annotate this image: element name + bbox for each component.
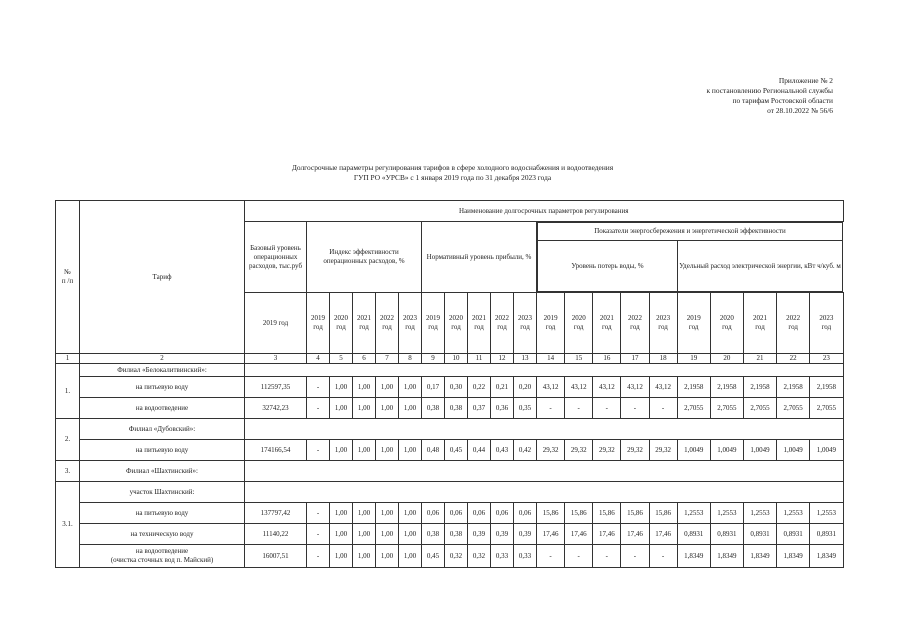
- energy-value: 2,7055: [677, 398, 710, 419]
- year-value: 2021: [753, 314, 768, 322]
- loss-value: 29,32: [537, 440, 565, 461]
- row-number: 2.: [56, 419, 80, 461]
- header-energy-group: Показатели энергосбережения и энергетической эффективности: [538, 223, 843, 241]
- profit-value: 0,36: [491, 398, 514, 419]
- year-value: 2020: [334, 314, 348, 322]
- energy-value: 1,0049: [743, 440, 776, 461]
- profit-value: 0,38: [445, 524, 468, 545]
- energy-value: 1,0049: [777, 440, 810, 461]
- profit-value: 0,32: [468, 545, 491, 568]
- profit-value: 0,38: [422, 524, 445, 545]
- profit-value: 0,06: [445, 503, 468, 524]
- loss-value: -: [593, 398, 621, 419]
- profit-value: 0,06: [468, 503, 491, 524]
- eff-value: 1,00: [353, 503, 376, 524]
- header-energy-consumption: Удельный расход электрической энергии, кВт ч/куб. м: [678, 241, 843, 292]
- energy-value: 1,0049: [710, 440, 743, 461]
- header-base-year: 2019 год: [245, 293, 307, 354]
- column-number: 5: [330, 354, 353, 364]
- branch-row: [56, 419, 844, 440]
- year-value: 2023: [518, 314, 532, 322]
- data-row: [56, 524, 844, 545]
- loss-value: 15,86: [649, 503, 677, 524]
- column-number: 19: [677, 354, 710, 364]
- energy-value: 0,8931: [743, 524, 776, 545]
- eff-value: 1,00: [399, 398, 422, 419]
- eff-value: -: [307, 398, 330, 419]
- header-year-loss: [621, 293, 649, 354]
- year-value: 2020: [719, 314, 734, 322]
- year-unit: год: [497, 323, 507, 331]
- eff-value: 1,00: [353, 524, 376, 545]
- header-year-energy: [677, 293, 710, 354]
- header-year-profit: [514, 293, 537, 354]
- row-number: 3.1.: [56, 482, 80, 568]
- loss-value: 29,32: [593, 440, 621, 461]
- profit-value: 0,43: [491, 440, 514, 461]
- energy-value: 1,2553: [810, 503, 843, 524]
- eff-value: 1,00: [353, 440, 376, 461]
- energy-value: 1,2553: [710, 503, 743, 524]
- row-number: 3.: [56, 461, 80, 482]
- eff-value: 1,00: [376, 545, 399, 568]
- header-year-eff: [307, 293, 330, 354]
- subsection-row: [56, 482, 844, 503]
- loss-value: -: [565, 545, 593, 568]
- energy-value: 1,2553: [743, 503, 776, 524]
- header-year-eff: [399, 293, 422, 354]
- loss-value: -: [621, 398, 649, 419]
- column-number: 13: [514, 354, 537, 364]
- eff-value: -: [307, 524, 330, 545]
- profit-value: 0,38: [422, 398, 445, 419]
- loss-value: -: [593, 545, 621, 568]
- year-value: 2023: [819, 314, 834, 322]
- year-unit: год: [688, 323, 699, 331]
- profit-value: 0,06: [491, 503, 514, 524]
- loss-value: 43,12: [565, 377, 593, 398]
- profit-value: 0,37: [468, 398, 491, 419]
- profit-value: 0,06: [514, 503, 537, 524]
- base-level-value: 32742,23: [245, 398, 307, 419]
- header-year-eff: [353, 293, 376, 354]
- loss-value: 17,46: [537, 524, 565, 545]
- title-line: ГУП РО «УРСВ» с 1 января 2019 года по 31 декабря 2023 года: [353, 173, 552, 182]
- loss-value: 15,86: [537, 503, 565, 524]
- eff-value: 1,00: [330, 524, 353, 545]
- energy-value: 2,7055: [710, 398, 743, 419]
- year-unit: год: [451, 323, 461, 331]
- table-body: [56, 201, 844, 568]
- energy-value: 0,8931: [710, 524, 743, 545]
- energy-value: 1,2553: [677, 503, 710, 524]
- eff-value: 1,00: [399, 503, 422, 524]
- tariff-label: на водоотведение: [80, 398, 245, 419]
- branch-row: [56, 461, 844, 482]
- header-base-level: Базовый уровень операционных расходов, тыс.руб: [245, 222, 307, 293]
- year-value: 2023: [656, 314, 671, 322]
- header-num: № п /п: [56, 201, 80, 354]
- energy-value: 2,7055: [777, 398, 810, 419]
- base-level-value: 174166,54: [245, 440, 307, 461]
- energy-value: 0,8931: [677, 524, 710, 545]
- column-number: 8: [399, 354, 422, 364]
- profit-value: 0,33: [514, 545, 537, 568]
- profit-value: 0,48: [422, 440, 445, 461]
- column-number: 12: [491, 354, 514, 364]
- empty-cells: [245, 419, 844, 440]
- column-number: 11: [468, 354, 491, 364]
- energy-value: 0,8931: [777, 524, 810, 545]
- year-value: 2022: [786, 314, 801, 322]
- data-row: [56, 440, 844, 461]
- eff-value: 1,00: [376, 524, 399, 545]
- header-year-loss: [565, 293, 593, 354]
- eff-value: 1,00: [330, 545, 353, 568]
- loss-value: 17,46: [621, 524, 649, 545]
- profit-value: 0,42: [514, 440, 537, 461]
- eff-value: 1,00: [376, 440, 399, 461]
- header-year-profit: [422, 293, 445, 354]
- document-title: [0, 163, 905, 183]
- subsection-label: участок Шахтинский:: [80, 482, 245, 503]
- year-value: 2019: [426, 314, 440, 322]
- base-level-value: 16007,51: [245, 545, 307, 568]
- column-number: 2: [80, 354, 245, 364]
- loss-value: -: [621, 545, 649, 568]
- eff-value: 1,00: [399, 545, 422, 568]
- profit-value: 0,38: [445, 398, 468, 419]
- column-numbers-row: [56, 354, 844, 364]
- loss-value: -: [649, 398, 677, 419]
- data-row: [56, 545, 844, 568]
- base-level-value: 112597,35: [245, 377, 307, 398]
- header-year-profit: [468, 293, 491, 354]
- tariff-label: на питьевую воду: [80, 440, 245, 461]
- header-tariff: Тариф: [80, 201, 245, 354]
- profit-value: 0,30: [445, 377, 468, 398]
- year-unit: год: [630, 323, 640, 331]
- energy-value: 1,0049: [677, 440, 710, 461]
- year-value: 2022: [495, 314, 509, 322]
- energy-value: 2,1958: [743, 377, 776, 398]
- profit-value: 0,45: [422, 545, 445, 568]
- loss-value: -: [565, 398, 593, 419]
- profit-value: 0,21: [491, 377, 514, 398]
- loss-value: 15,86: [621, 503, 649, 524]
- column-number: 6: [353, 354, 376, 364]
- title-line: Долгосрочные параметры регулирования тарифов в сфере холодного водоснабжения и водоотведения: [291, 163, 614, 172]
- data-row: [56, 398, 844, 419]
- eff-value: 1,00: [399, 377, 422, 398]
- year-value: 2020: [571, 314, 586, 322]
- energy-value: 2,7055: [743, 398, 776, 419]
- loss-value: -: [649, 545, 677, 568]
- year-unit: год: [405, 323, 415, 331]
- column-number: 4: [307, 354, 330, 364]
- year-unit: год: [428, 323, 438, 331]
- energy-value: 0,8931: [810, 524, 843, 545]
- loss-value: 29,32: [621, 440, 649, 461]
- energy-value: 1,2553: [777, 503, 810, 524]
- year-unit: год: [821, 323, 832, 331]
- eff-value: 1,00: [399, 440, 422, 461]
- header-year-energy: [743, 293, 776, 354]
- column-number: 1: [56, 354, 80, 364]
- year-value: 2021: [472, 314, 486, 322]
- appendix-line: по тарифам Ростовской области: [732, 96, 833, 105]
- year-unit: год: [336, 323, 346, 331]
- column-number: 10: [445, 354, 468, 364]
- header-loss-level: Уровень потерь воды, %: [538, 241, 678, 292]
- energy-value: 2,1958: [710, 377, 743, 398]
- tariff-label: на водоотведение (очистка сточных вод п. Майский): [80, 545, 245, 568]
- profit-value: 0,39: [514, 524, 537, 545]
- eff-value: 1,00: [376, 377, 399, 398]
- year-value: 2023: [403, 314, 417, 322]
- loss-value: 15,86: [565, 503, 593, 524]
- data-row: [56, 503, 844, 524]
- header-row: [56, 201, 844, 222]
- profit-value: 0,44: [468, 440, 491, 461]
- loss-value: -: [537, 398, 565, 419]
- appendix-block: [706, 76, 833, 116]
- branch-row: [56, 364, 844, 377]
- branch-label: Филиал «Белокалитвинский»:: [80, 364, 245, 377]
- year-value: 2019: [311, 314, 325, 322]
- year-unit: год: [788, 323, 798, 331]
- energy-subheader: [537, 222, 843, 292]
- eff-value: 1,00: [376, 398, 399, 419]
- eff-value: 1,00: [330, 377, 353, 398]
- profit-value: 0,39: [491, 524, 514, 545]
- appendix-line: от 28.10.2022 № 56/6: [767, 106, 833, 115]
- eff-value: 1,00: [330, 503, 353, 524]
- eff-value: -: [307, 440, 330, 461]
- year-unit: год: [658, 323, 668, 331]
- header-year-eff: [330, 293, 353, 354]
- year-unit: год: [474, 323, 484, 331]
- year-value: 2021: [357, 314, 371, 322]
- year-unit: год: [520, 323, 530, 331]
- loss-value: 43,12: [593, 377, 621, 398]
- energy-value: 1,8349: [777, 545, 810, 568]
- eff-value: 1,00: [353, 545, 376, 568]
- column-number: 7: [376, 354, 399, 364]
- year-unit: год: [755, 323, 765, 331]
- loss-value: 43,12: [649, 377, 677, 398]
- year-value: 2022: [380, 314, 394, 322]
- year-unit: год: [602, 323, 612, 331]
- loss-value: 29,32: [649, 440, 677, 461]
- column-number: 20: [710, 354, 743, 364]
- energy-value: 2,7055: [810, 398, 843, 419]
- year-value: 2021: [599, 314, 614, 322]
- energy-value: 2,1958: [777, 377, 810, 398]
- column-number: 14: [537, 354, 565, 364]
- profit-value: 0,33: [491, 545, 514, 568]
- profit-value: 0,39: [468, 524, 491, 545]
- profit-value: 0,20: [514, 377, 537, 398]
- profit-value: 0,17: [422, 377, 445, 398]
- column-number: 23: [810, 354, 843, 364]
- profit-value: 0,35: [514, 398, 537, 419]
- header-year-loss: [537, 293, 565, 354]
- energy-value: 1,0049: [810, 440, 843, 461]
- column-number: 21: [743, 354, 776, 364]
- row-number: 1.: [56, 364, 80, 419]
- header-year-profit: [491, 293, 514, 354]
- loss-value: 17,46: [593, 524, 621, 545]
- energy-value: 2,1958: [810, 377, 843, 398]
- year-value: 2019: [543, 314, 558, 322]
- profit-value: 0,45: [445, 440, 468, 461]
- header-year-profit: [445, 293, 468, 354]
- year-value: 2020: [449, 314, 463, 322]
- loss-value: 43,12: [537, 377, 565, 398]
- energy-value: 1,8349: [743, 545, 776, 568]
- column-number: 17: [621, 354, 649, 364]
- empty-cells: [245, 482, 844, 503]
- profit-value: 0,32: [445, 545, 468, 568]
- header-year-energy: [710, 293, 743, 354]
- tariff-label: на техническую воду: [80, 524, 245, 545]
- energy-value: 1,8349: [677, 545, 710, 568]
- header-year-energy: [777, 293, 810, 354]
- appendix-line: Приложение № 2: [778, 76, 833, 85]
- empty-cells: [245, 461, 844, 482]
- energy-value: 1,8349: [810, 545, 843, 568]
- year-unit: год: [573, 323, 584, 331]
- year-unit: год: [313, 323, 323, 331]
- column-number: 15: [565, 354, 593, 364]
- energy-value: 1,8349: [710, 545, 743, 568]
- year-unit: год: [382, 323, 392, 331]
- branch-label: Филиал «Дубовский»:: [80, 419, 245, 440]
- tariff-label: на питьевую воду: [80, 503, 245, 524]
- eff-value: 1,00: [353, 398, 376, 419]
- loss-value: 17,46: [649, 524, 677, 545]
- appendix-line: к постановлению Региональной службы: [706, 86, 833, 95]
- data-row: [56, 377, 844, 398]
- eff-value: -: [307, 503, 330, 524]
- energy-value: 2,1958: [677, 377, 710, 398]
- base-level-value: 11140,22: [245, 524, 307, 545]
- loss-value: 43,12: [621, 377, 649, 398]
- header-year-loss: [649, 293, 677, 354]
- header-params-group: Наименование долгосрочных параметров регулирования: [245, 201, 844, 222]
- profit-value: 0,22: [468, 377, 491, 398]
- year-unit: год: [722, 323, 732, 331]
- column-number: 18: [649, 354, 677, 364]
- tariff-parameters-table: [55, 200, 844, 568]
- column-number: 3: [245, 354, 307, 364]
- year-value: 2022: [627, 314, 642, 322]
- header-energy-wrapper: [537, 222, 844, 293]
- loss-value: -: [537, 545, 565, 568]
- eff-value: 1,00: [399, 524, 422, 545]
- year-unit: год: [545, 323, 556, 331]
- column-number: 9: [422, 354, 445, 364]
- header-year-eff: [376, 293, 399, 354]
- profit-value: 0,06: [422, 503, 445, 524]
- branch-label: Филиал «Шахтинский»:: [80, 461, 245, 482]
- year-unit: год: [359, 323, 369, 331]
- tariff-label: на питьевую воду: [80, 377, 245, 398]
- header-profit-level: Нормативный уровень прибыли, %: [422, 222, 537, 293]
- column-number: 22: [777, 354, 810, 364]
- eff-value: 1,00: [376, 503, 399, 524]
- empty-cells: [245, 364, 844, 377]
- header-year-loss: [593, 293, 621, 354]
- year-value: 2019: [686, 314, 701, 322]
- header-year-energy: [810, 293, 843, 354]
- loss-value: 17,46: [565, 524, 593, 545]
- base-level-value: 137797,42: [245, 503, 307, 524]
- eff-value: -: [307, 377, 330, 398]
- eff-value: 1,00: [353, 377, 376, 398]
- loss-value: 29,32: [565, 440, 593, 461]
- eff-value: -: [307, 545, 330, 568]
- eff-value: 1,00: [330, 398, 353, 419]
- header-efficiency-index: Индекс эффективности операционных расходов, %: [307, 222, 422, 293]
- loss-value: 15,86: [593, 503, 621, 524]
- column-number: 16: [593, 354, 621, 364]
- eff-value: 1,00: [330, 440, 353, 461]
